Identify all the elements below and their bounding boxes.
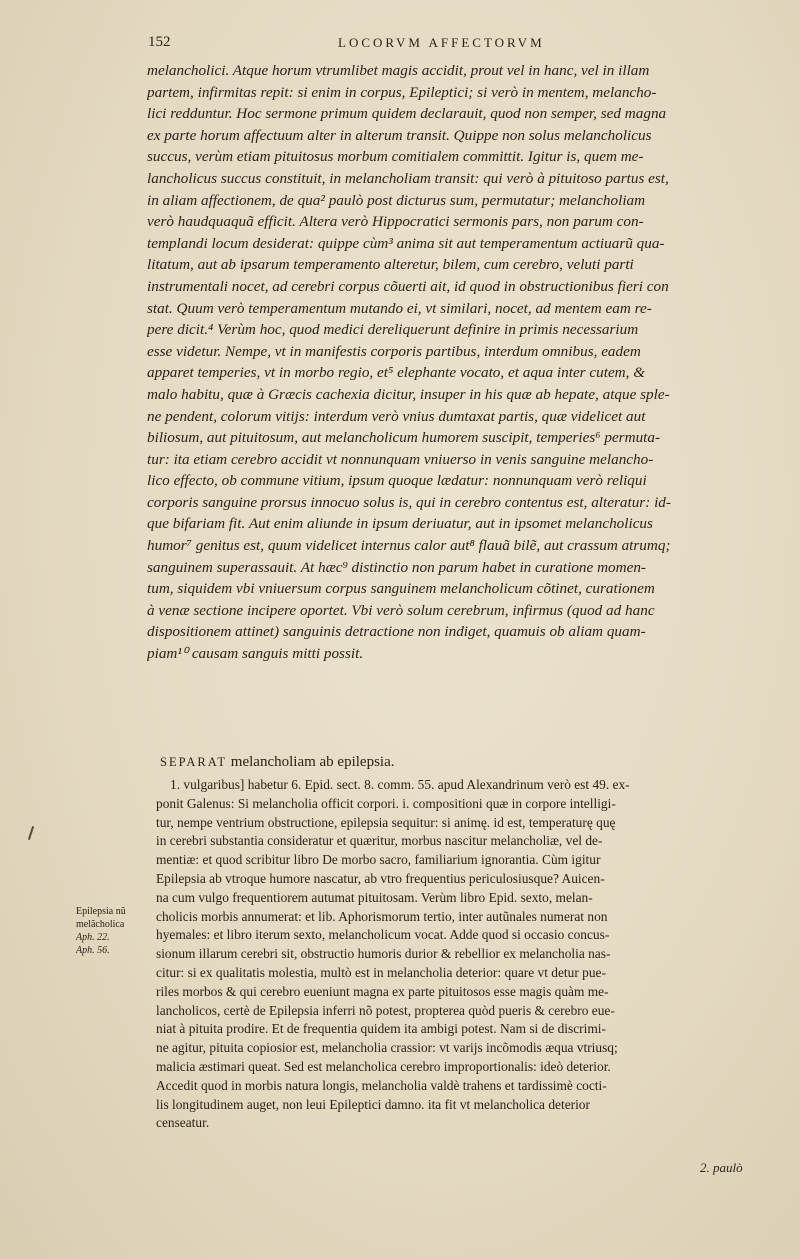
text-line: ex parte horum affectuum alter in alterum transit. Quippe non solus melancholicus [147,126,652,144]
text-line: lici redduntur. Hoc sermone primum quidem declarauit, quod non semper, sed magna [147,105,667,123]
catchword: 2. paulò [700,1160,743,1175]
margin-pen-mark [28,826,34,840]
commentary-line: 1. vulgaribus] habetur 6. Epid. sect. 8. comm. 55. apud Alexandrinum verò est 49. ex- [170,777,630,792]
running-head: LOCORVM AFFECTORVM [338,35,545,50]
margin-note-line: Aph. 22. [76,932,110,943]
commentary-line: ne agitur, pituita copiosior est, melancholia crassior: vt varijs incõmodis æqua vtriusq; [156,1040,618,1056]
margin-note-line: melãcholica [76,919,125,930]
margin-note-line: Aph. 56. [76,945,110,956]
text-line: apparet temperies, vt in morbo regio, et⁵ elephante vocato, et aqua inter cutem, & [147,364,646,382]
text-line: partem, infirmitas repit: si enim in corpus, Epileptici; si verò in mentem, melancho- [147,83,657,101]
margin-note-line: Epilepsia nũ [76,906,126,917]
text-line: lancholicus succus constituit, in melancholiam transit: qui verò à pituitoso partus est, [147,169,669,187]
text-line: que bifariam fit. Aut enim aliunde in ipsum deriuatur, aut in ipsomet melancholicus [147,515,653,533]
text-line: biliosum, aut pituitosum, aut melancholicum humorem suscipit, temperies⁶ permuta- [147,429,661,447]
commentary-line: lancholicos, certè de Epilepsia inferri nõ potest, propterea quòd pueris & cerebro eue- [156,1002,615,1018]
commentary-text [156,776,768,1133]
text-line: lico effecto, ob commune vitium, ipsum quoque lædatur: nonnunquam verò reliqui [147,472,647,490]
text-line: tum, siquidem vbi vniuersum corpus sanguinem melancholicum cõtinet, curationem [147,580,655,598]
text-line: dispositionem attinet) sanguinis detractione non indiget, quamuis ob aliam quam- [147,623,646,641]
main-italic-text [147,60,769,665]
commentary-line: sionum illarum cerebri sit, obstructio humoris durior & rebellior ex melancholia nas- [156,946,611,962]
page-number: 152 [148,34,171,50]
text-line: stat. Quum verò temperamentum mutando ei, vt similari, nocet, ad mentem eam re- [147,299,652,317]
commentary-line: mentiæ: et quod scribitur libro De morbo sacro, familiarium ignorantia. Cùm igitur [156,852,601,868]
commentary-line: niat à pituita prodire. Et de frequentia quidem ita ambigi potest. Nam si de discrimi- [156,1021,606,1037]
text-line: ne pendent, colorum vitijs: interdum verò vnius dumtaxat partis, quæ videlicet aut [147,407,646,425]
text-line: corporis sanguine prorsus innocuo solus is, qui in cerebro contentus est, alteratur: id- [147,493,671,511]
commentary-line: ponit Galenus: Si melancholia officit corpori. i. compositioni quæ in corpore intelligi- [156,795,616,811]
separat-heading [160,754,395,771]
page-header [148,34,778,54]
margin-note [76,905,152,957]
text-line: esse videtur. Nempe, vt in manifestis corporis partibus, interdum omnibus, eadem [147,342,641,360]
text-line: malo habitu, quæ à Græcis cachexia dicitur, insuper in his quæ ab hepate, atque sple- [147,385,670,403]
separat-smallcaps: SEPARAT [160,755,228,769]
commentary-line: malicia æstimari queat. Sed est melancholica cerebro improportionalis: ideò deterior. [156,1058,611,1074]
commentary-line: lis longitudinem auget, non leui Epileptici damno. ita fit vt melancholica deterior [156,1096,590,1112]
text-line: tur: ita etiam cerebro accidit vt nonnunquam vniuerso in venis sanguine melancho- [147,450,654,468]
commentary-line: tur, nempe ventrium obstructione, epilepsia sequitur: si animę. id est, temperaturę quę [156,814,616,830]
commentary-line: Accedit quod in morbis natura longis, melancholia valdè trahens et tardissimè cocti- [156,1077,607,1093]
text-line: succus, verùm etiam pituitosus morbum comitialem committit. Igitur is, quem me- [147,148,644,166]
text-line: verò haudquaquã efficit. Altera verò Hippocratici sermonis pars, non parum con- [147,213,644,231]
text-line: instrumentali nocet, ad cerebri corpus cõuerti ait, id quod in obstructionibus fieri con [147,277,669,295]
separat-rest: melancholiam ab epilepsia. [230,754,395,770]
commentary-line: Epilepsia ab vtroque humore nascatur, ab vtro frequentius periculosiusque? Auicen- [156,870,605,886]
text-line: piam¹⁰ causam sanguis mitti possit. [147,645,364,663]
text-line: sanguinem superassauit. At hæc⁹ distinctio non parum habet in curatione momen- [147,558,646,576]
commentary-line: in cerebri substantia consideratur et quæritur, morbus nascitur melancholiæ, vel de- [156,833,603,849]
text-line: à venæ sectione incipere oportet. Vbi verò solum cerebrum, infirmus (quod ad hanc [147,601,655,619]
text-line: litatum, aut ab ipsarum temperamento alteretur, bilem, cum cerebro, veluti parti [147,256,634,274]
text-line: templandi locum desiderat: quippe cùm³ anima sit aut temperamentum actiuarũ qua- [147,234,665,252]
commentary-line: hyemales: et libro iterum sexto, melancholicum vocat. Adde quod si occasio concus- [156,927,610,943]
commentary-line: citur: si ex qualitatis molestia, multò est in melancholia deterior: quare vt detur pue- [156,964,606,980]
text-line: in aliam affectionem, de qua² paulò post dicturus sum, permutatur; melancholiam [147,191,646,209]
commentary-line: riles morbos & qui cerebro eueniunt magna ex parte pituitosos esse magis quàm me- [156,983,609,999]
text-line: pere dicit.⁴ Verùm hoc, quod medici dereliquerunt definire in primis necessarium [147,321,639,339]
commentary-line: censeatur. [156,1115,210,1131]
text-line: melancholici. Atque horum vtrumlibet magis accidit, prout vel in hanc, vel in illam [147,62,650,79]
commentary-line: na cum vulgo frequentiorem autumat pituitosam. Verùm libro Epid. sexto, melan- [156,889,593,905]
commentary-line: cholicis morbis annumerat: et lib. Aphorismorum tertio, inter autũnales numerat non [156,908,608,924]
text-line: humor⁷ genitus est, quum videlicet internus calor aut⁸ flauã bilẽ, aut crassum atrumq; [147,537,671,555]
